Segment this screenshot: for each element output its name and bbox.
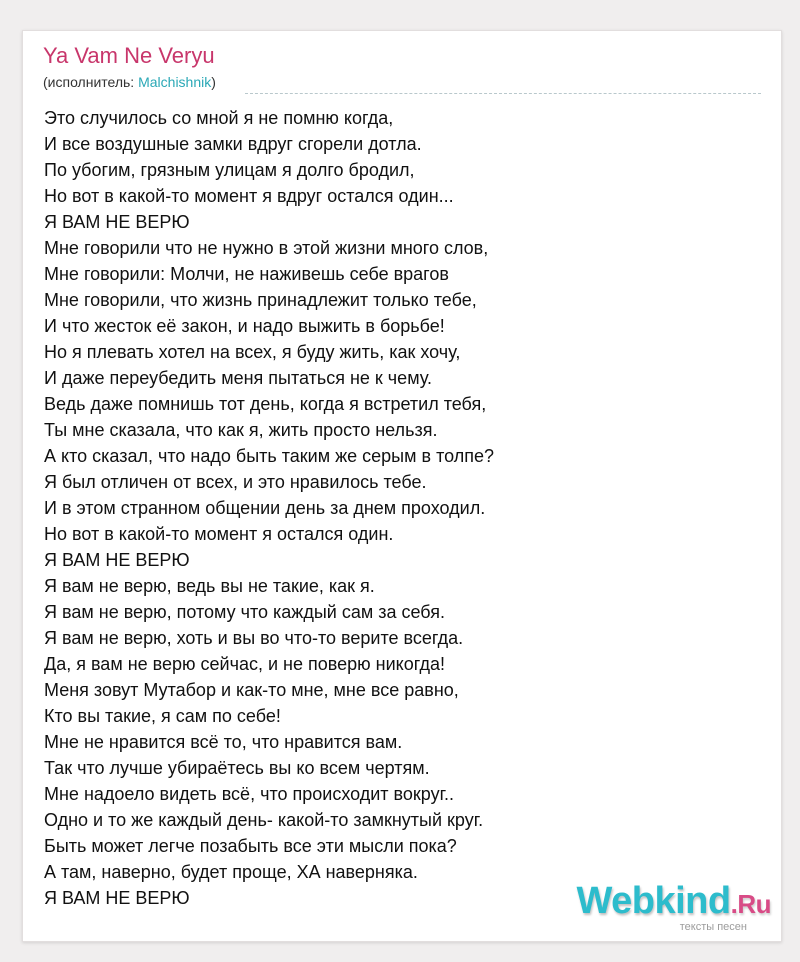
lyric-line: Но вот в какой-то момент я остался один. <box>44 524 394 544</box>
lyric-line: Так что лучше убираётесь вы ко всем чертям. <box>44 758 430 778</box>
artist-suffix: ) <box>211 74 216 90</box>
lyric-line: Быть может легче позабыть все эти мысли пока? <box>44 836 457 856</box>
lyric-line: Ты мне сказала, что как я, жить просто нельзя. <box>44 420 438 440</box>
lyric-line: И даже переубедить меня пытаться не к чему. <box>44 368 432 388</box>
lyric-line: Но вот в какой-то момент я вдруг остался один... <box>44 186 454 206</box>
lyric-line: И все воздушные замки вдруг сгорели дотла. <box>44 134 422 154</box>
lyric-line: Меня зовут Мутабор и как-то мне, мне все равно, <box>44 680 459 700</box>
lyric-line: Я ВАМ НЕ ВЕРЮ <box>44 212 190 232</box>
lyric-line: Да, я вам не верю сейчас, и не поверю никогда! <box>44 654 445 674</box>
lyric-line: Мне надоело видеть всё, что происходит вокруг.. <box>44 784 454 804</box>
lyric-line: Но я плевать хотел на всех, я буду жить, как хочу, <box>44 342 461 362</box>
lyric-line: Я ВАМ НЕ ВЕРЮ <box>44 550 190 570</box>
site-logo[interactable] <box>576 882 771 933</box>
artist-prefix: (исполнитель: <box>43 74 139 90</box>
dotted-divider <box>245 93 761 94</box>
lyric-line: Мне говорили что не нужно в этой жизни много слов, <box>44 238 489 258</box>
lyric-line: Я был отличен от всех, и это нравилось тебе. <box>44 472 427 492</box>
logo-wordmark <box>576 882 771 923</box>
lyrics-text <box>44 105 494 911</box>
lyric-line: И что жесток её закон, и надо выжить в борьбе! <box>44 316 445 336</box>
lyric-line: Одно и то же каждый день- какой-то замкнутый круг. <box>44 810 484 830</box>
lyric-line: И в этом странном общении день за днем проходил. <box>44 498 486 518</box>
logo-main-text: Webkind <box>576 880 731 922</box>
lyric-line: По убогим, грязным улицам я долго бродил, <box>44 160 415 180</box>
song-title: Ya Vam Ne Veryu <box>43 43 215 68</box>
lyric-line: Мне говорили, что жизнь принадлежит только тебе, <box>44 290 477 310</box>
lyric-line: А там, наверно, будет проще, ХА наверняка. <box>44 862 418 882</box>
artist-link[interactable]: Malchishnik <box>138 74 212 90</box>
logo-tagline: тексты песен <box>679 921 747 933</box>
lyric-line: Я ВАМ НЕ ВЕРЮ <box>44 888 190 908</box>
lyric-line: Это случилось со мной я не помню когда, <box>44 108 394 128</box>
logo-tld: .Ru <box>730 889 771 919</box>
lyrics-card <box>22 30 782 942</box>
lyric-line: Мне не нравится всё то, что нравится вам. <box>44 732 403 752</box>
lyric-line: Ведь даже помнишь тот день, когда я встретил тебя, <box>44 394 487 414</box>
lyric-line: Мне говорили: Молчи, не наживешь себе врагов <box>44 264 449 284</box>
artist-line <box>43 74 216 90</box>
lyric-line: Я вам не верю, ведь вы не такие, как я. <box>44 576 375 596</box>
lyric-line: А кто сказал, что надо быть таким же серым в толпе? <box>44 446 494 466</box>
lyric-line: Кто вы такие, я сам по себе! <box>44 706 281 726</box>
lyric-line: Я вам не верю, потому что каждый сам за себя. <box>44 602 445 622</box>
lyric-line: Я вам не верю, хоть и вы во что-то верите всегда. <box>44 628 464 648</box>
